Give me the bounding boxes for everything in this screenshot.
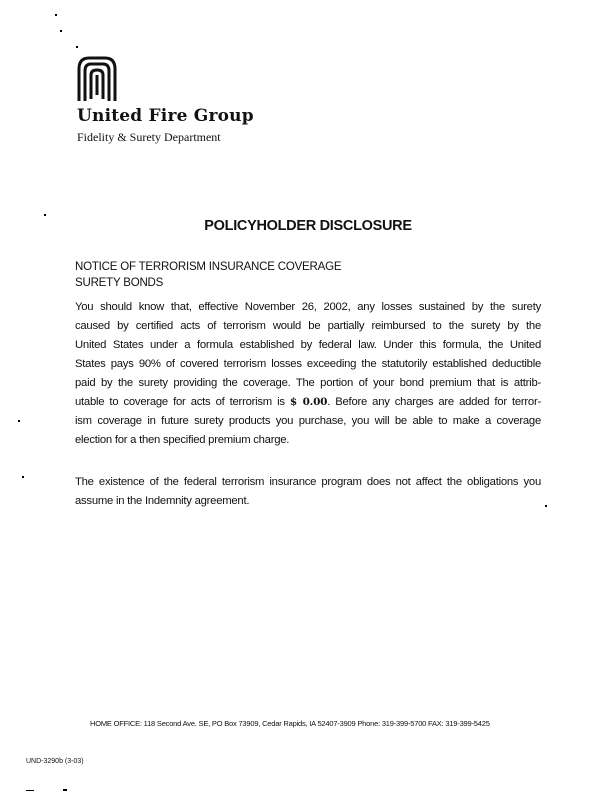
scan-speck: [26, 790, 34, 791]
scan-speck: [22, 476, 24, 478]
scan-speck: [18, 420, 20, 422]
text-fragment: . Before any charges are added for terror-: [327, 396, 541, 408]
text-line: caused by certified acts of terrorism would be partially reimbursed to the surety by the: [75, 320, 541, 332]
text-line: assume in the Indemnity agreement.: [75, 495, 250, 507]
text-line: States pays 90% of covered terrorism losses exceeding the statutorily established deductible: [75, 358, 541, 370]
disclosure-paragraph: [75, 298, 541, 450]
notice-line: SURETY BONDS: [75, 277, 164, 289]
notice-heading: [75, 259, 341, 291]
scan-speck: [63, 789, 67, 791]
department-name: Fidelity & Surety Department: [77, 130, 221, 144]
document-title: POLICYHOLDER DISCLOSURE: [204, 218, 412, 234]
text-line: paid by the surety providing the coverage. The portion of your bond premium that is attrib-: [75, 377, 541, 389]
text-line: The existence of the federal terrorism insurance program does not affect the obligations you: [75, 476, 541, 488]
text-line: election for a then specified premium charge.: [75, 434, 290, 446]
text-line: United States under a formula established by federal law. Under this formula, the United: [75, 339, 541, 351]
terrorism-premium-amount: $ 0.00: [289, 396, 328, 408]
scan-speck: [44, 214, 46, 216]
scan-speck: [60, 30, 62, 32]
scan-speck: [55, 14, 57, 16]
text-line: You should know that, effective November 26, 2002, any losses sustained by the surety: [75, 301, 541, 313]
indemnity-paragraph: [75, 473, 541, 511]
form-number: UND-3290b (3-03): [26, 758, 84, 765]
scan-speck: [545, 505, 547, 507]
text-line: [75, 393, 541, 412]
notice-line: NOTICE OF TERRORISM INSURANCE COVERAGE: [75, 261, 342, 273]
text-line: ism coverage in future surety products you purchase, you will be able to make a coverage: [75, 415, 541, 427]
home-office-footer: HOME OFFICE: 118 Second Ave. SE, PO Box 73909, Cedar Rapids, IA 52407-3909 Phone: 319-399-5700 FAX: 319-399-5425: [90, 719, 490, 728]
company-name: United Fire Group: [77, 106, 254, 126]
scan-speck: [76, 46, 78, 48]
united-fire-group-logo: [75, 55, 119, 103]
text-fragment: utable to coverage for acts of terrorism is: [75, 396, 290, 408]
